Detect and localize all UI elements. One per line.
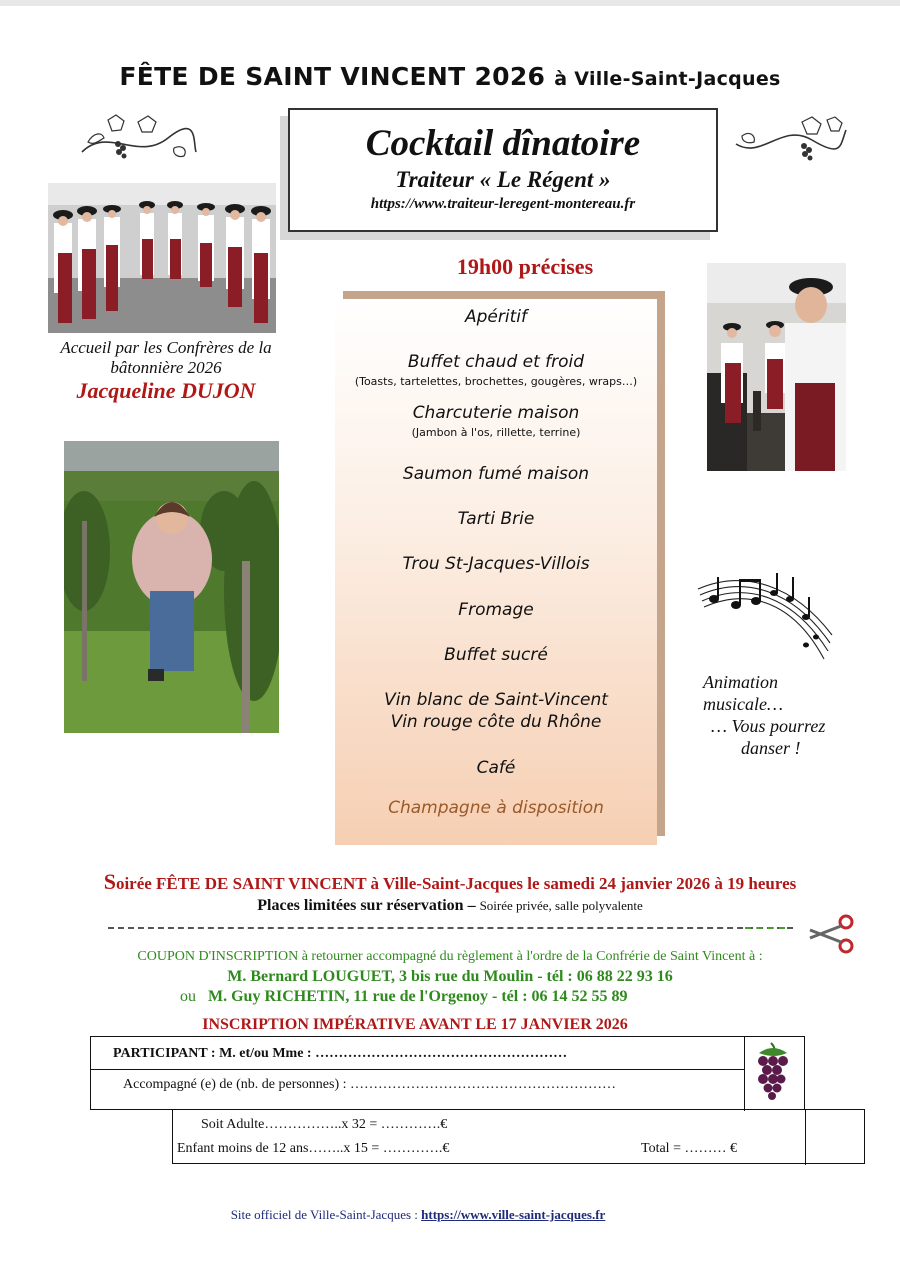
menu-charcuterie: Charcuterie maison (412, 403, 580, 423)
title-place: à Ville-Saint-Jacques (554, 68, 781, 90)
menu-cafe: Café (476, 758, 516, 778)
participant-label: PARTICIPANT : M. et/ou Mme : (113, 1046, 312, 1061)
welcome-caption: Accueil par les Confrères de la bâtonnière 2026 (60, 338, 272, 377)
menu-fromage: Fromage (458, 600, 534, 620)
confrere-bottle-photo (707, 263, 846, 471)
title-main: FÊTE DE SAINT VINCENT 2026 (119, 62, 546, 91)
form-vline (744, 1037, 745, 1111)
menu-panel (335, 299, 657, 845)
music-notes-icon (694, 565, 836, 663)
places-detail: Soirée privée, salle polyvalente (479, 898, 643, 913)
deadline: INSCRIPTION IMPÉRATIVE AVANT LE 17 JANVIER 2026 (202, 1016, 628, 1033)
form-vline-2 (805, 1110, 806, 1165)
price-total[interactable]: Total = ……… € (641, 1141, 737, 1156)
cocktail-box (288, 108, 718, 232)
contact-richetin (180, 988, 780, 1006)
event-s-letter: S (103, 869, 116, 894)
price-adulte[interactable]: Soit Adulte……………..x 32 = ………….€ (201, 1117, 448, 1132)
animation-caption (703, 671, 863, 759)
animation-line-3: … Vous pourrez (711, 716, 826, 736)
price-enfant[interactable]: Enfant moins de 12 ans……..x 15 = ………….€ (177, 1141, 450, 1156)
cocktail-title: Cocktail dînatoire (365, 123, 641, 164)
accompagne-dots: ………………………………………………… (350, 1077, 617, 1092)
form-price-box (172, 1109, 865, 1164)
footer-link[interactable]: https://www.ville-saint-jacques.fr (421, 1207, 606, 1222)
places-text: Places limitées sur réservation – (257, 897, 476, 914)
batonniere-photo (64, 441, 279, 733)
menu-vin-rouge: Vin rouge côte du Rhône (390, 712, 602, 732)
participant-row[interactable] (113, 1046, 567, 1062)
contact-or: ou (180, 988, 196, 1005)
menu-tarti: Tarti Brie (457, 509, 535, 529)
footer-label: Site officiel de Ville-Saint-Jacques : (230, 1207, 418, 1222)
menu-saumon: Saumon fumé maison (402, 464, 590, 484)
confreres-photo (48, 183, 276, 333)
animation-line-1: Animation (703, 672, 778, 692)
contact-louguet: M. Bernard LOUGUET, 3 bis rue du Moulin - tél : 06 88 22 93 16 (227, 968, 673, 985)
accompagne-label: Accompagné (e) de (nb. de personnes) : (123, 1077, 347, 1092)
animation-line-2: musicale… (703, 694, 783, 714)
event-announcement (0, 869, 900, 895)
page-title (0, 62, 900, 91)
event-text: oirée FÊTE DE SAINT VINCENT à Ville-Saint-Jacques le samedi 24 janvier 2026 à 19 heures (115, 874, 797, 893)
caterer-name: Traiteur « Le Régent » (395, 167, 611, 192)
grapes-icon (751, 1039, 795, 1101)
accompagne-row[interactable] (123, 1077, 616, 1093)
places-limitees (0, 897, 900, 915)
caterer-url: https://www.traiteur-leregent-montereau.fr (370, 196, 636, 212)
vine-ornament-right (732, 116, 850, 164)
menu-buffet-detail: (Toasts, tartelettes, brochettes, gougères, wraps…) (354, 375, 638, 388)
menu-trou: Trou St-Jacques-Villois (402, 554, 590, 574)
footer (0, 1207, 836, 1223)
form-participant-box (90, 1036, 805, 1110)
top-edge (0, 0, 900, 6)
form-divider (91, 1069, 744, 1070)
menu-charcuterie-detail: (Jambon à l'os, rillette, terrine) (411, 426, 581, 439)
menu-aperitif: Apéritif (465, 307, 527, 327)
menu-sucre: Buffet sucré (444, 645, 548, 665)
menu-buffet: Buffet chaud et froid (407, 352, 585, 372)
cut-line-end (745, 927, 785, 929)
cut-line (108, 927, 793, 929)
animation-line-4: danser ! (741, 738, 801, 758)
participant-dots: ……………………………………………… (315, 1046, 568, 1061)
start-time: 19h00 précises (456, 254, 594, 279)
coupon-intro: COUPON D'INSCRIPTION à retourner accompagné du règlement à l'ordre de la Confrérie de Saint Vincent à : (137, 949, 763, 964)
menu-vin-blanc: Vin blanc de Saint-Vincent (384, 690, 608, 710)
menu-champagne: Champagne à disposition (388, 798, 604, 818)
vine-ornament-left (78, 112, 200, 164)
batonniere-name: Jacqueline DUJON (76, 378, 256, 403)
contact-richetin-text: M. Guy RICHETIN, 11 rue de l'Orgenoy - tél : 06 14 52 55 89 (208, 988, 628, 1005)
